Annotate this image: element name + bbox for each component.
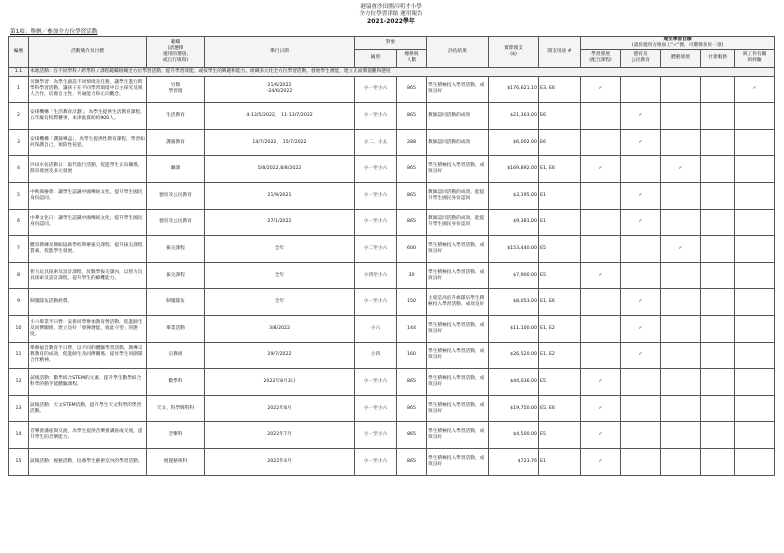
goal-check-cell (661, 369, 701, 396)
goal-check-cell (621, 315, 661, 342)
row-activity: 小六畢業半日營：安排同學參加教育營活動，促進師生及同儕關係，建立良好「發揮潛能，彼此守望」的態度。 (29, 315, 147, 342)
row-grade: 小一至小六 (355, 369, 397, 396)
row-cost-type: E1, E6 (539, 156, 581, 183)
goals-title: 達至學習目標 (663, 36, 692, 42)
row-grade: 小一至小六 (355, 76, 397, 103)
goal-check-cell (661, 422, 701, 449)
goal-check-cell (735, 156, 775, 183)
col-cost: 實際開支 ($) (489, 36, 539, 67)
goal-check-cell (581, 289, 621, 316)
goal-check-cell (621, 369, 661, 396)
table-row (9, 448, 775, 475)
section-row (9, 67, 775, 76)
row-date: 27/1/2022 (205, 209, 355, 236)
row-count: 865 (397, 422, 427, 449)
row-evaluation: 學生積極投入學習活動，成效良好 (427, 262, 489, 289)
goal-check-cell (661, 342, 701, 369)
school-year: 2021-2022學年 (367, 18, 415, 26)
table-row (9, 342, 775, 369)
col-goal-arts: 體藝發展 (661, 49, 701, 67)
table-row (9, 103, 775, 130)
table-row (9, 262, 775, 289)
goal-check-cell (581, 369, 621, 396)
goal-check-cell (581, 182, 621, 209)
row-date: 3/8/2022 (205, 315, 355, 342)
table-row (9, 395, 775, 422)
goal-check-cell (621, 103, 661, 130)
row-grade: 小一至小六 (355, 209, 397, 236)
goal-check-cell (735, 262, 775, 289)
row-evaluation: 教師認同活動的成效，能提升學生國民身份認同 (427, 209, 489, 236)
goal-check-cell (735, 129, 775, 156)
check-icon: ✓ (638, 192, 643, 198)
activity-table (8, 36, 775, 476)
row-cost: $176,621.10 (489, 76, 539, 103)
row-activity: 中秋節慶會：讓學生認識中國傳統文化，提升學生國民身份認同。 (29, 182, 147, 209)
row-domain: 拔尖課程 (147, 236, 205, 263)
row-evaluation: 學生積極投入學習活動，成效良好 (427, 369, 489, 396)
goal-check-cell (581, 315, 621, 342)
goal-check-cell (735, 182, 775, 209)
row-count: 865 (397, 369, 427, 396)
row-date: 14/7/2022， 15/7/2022 (205, 129, 355, 156)
row-evaluation: 學生積極投入學習活動，成效良好 (427, 422, 489, 449)
row-no: 12 (9, 369, 29, 396)
col-no: 編號 (9, 36, 29, 67)
row-count: 865 (397, 395, 427, 422)
goal-check-cell (581, 129, 621, 156)
row-date: 2022年8月3日 (205, 369, 355, 396)
goal-check-cell (701, 129, 735, 156)
goal-check-cell (581, 262, 621, 289)
table-row (9, 369, 775, 396)
row-domain: 數學科 (147, 369, 205, 396)
goal-check-cell (581, 236, 621, 263)
row-domain: 另類 學習週 (147, 76, 205, 103)
row-activity: 沙田水仿活動日：取代旅行活動，促進學生正向關係，群育發展及多元發展 (29, 156, 147, 183)
report-header (8, 4, 774, 26)
row-date: 2022年7月 (205, 422, 355, 449)
row-date: 21/6/2022 -24/6/2022 (205, 76, 355, 103)
row-activity: 試後活動：數學結合STEM的元素，提升學生數學結合科學的動手能體驗課程。 (29, 369, 147, 396)
row-no: 8 (9, 262, 29, 289)
col-target: 對象 (355, 36, 427, 49)
goal-check-cell (621, 209, 661, 236)
col-count: 總參與 人數 (397, 49, 427, 67)
row-grade: 小四 (355, 342, 397, 369)
goal-check-cell (581, 103, 621, 130)
goal-check-cell (621, 129, 661, 156)
row-grade: 小一至小六 (355, 422, 397, 449)
goal-check-cell (661, 315, 701, 342)
row-count: 865 (397, 448, 427, 475)
goal-check-cell (701, 315, 735, 342)
row-cost-type: E5 (539, 236, 581, 263)
row-count: 30 (397, 262, 427, 289)
col-grade: 級別 (355, 49, 397, 67)
row-grade: 小二至小六 (355, 236, 397, 263)
report-name: 全方位學習津貼 運用報告 (359, 11, 423, 18)
goal-check-cell (581, 448, 621, 475)
row-evaluation: 學生積極投入學習活動，成效良好 (427, 76, 489, 103)
row-cost-type: E5, E6 (539, 395, 581, 422)
goal-check-cell (661, 76, 701, 103)
row-evaluation: 學生積極投入學習活動，成效良好 (427, 236, 489, 263)
row-activity: 制服隊伍活動經費。 (29, 289, 147, 316)
row-count: 865 (397, 76, 427, 103)
goal-check-cell (701, 182, 735, 209)
table-row (9, 422, 775, 449)
goal-check-cell (581, 422, 621, 449)
row-no: 7 (9, 236, 29, 263)
row-date: 4-13/5/2022， 11-13/7/2022 (205, 103, 355, 130)
row-count: 865 (397, 156, 427, 183)
row-date: 5/8/2022,8/8/2022 (205, 156, 355, 183)
row-cost: $3,195.00 (489, 182, 539, 209)
goal-check-cell (735, 289, 775, 316)
row-cost-type: E5 (539, 422, 581, 449)
goal-check-cell (621, 236, 661, 263)
row-activity: 安排機構「護蒲導盒」，為學生提供性教育課程，學習如何保護自己，預防性侵犯。 (29, 129, 147, 156)
goal-check-cell (661, 262, 701, 289)
row-no: 1 (9, 76, 29, 103)
row-activity: 體育教練及舞蹈協助學校舉辦拔尖課程，提升拔尖課程質素，促進學生發展。 (29, 236, 147, 263)
row-cost-type: E1 (539, 182, 581, 209)
row-grade: 小一至小六 (355, 156, 397, 183)
goal-check-cell (621, 448, 661, 475)
row-cost-type: E1 (539, 448, 581, 475)
row-activity: 舉辦福音教育半日營，以不同的體驗學習活動，教導宗教教育的成效，促進師生及同儕關係，提昇學生同圍隊合作精神。 (29, 342, 147, 369)
row-no: 6 (9, 209, 29, 236)
table-row (9, 209, 775, 236)
row-cost: $44,036.00 (489, 369, 539, 396)
row-count: 865 (397, 182, 427, 209)
row-domain: 宗教組 (147, 342, 205, 369)
col-goal-learning: 學習發展 (配合課程) (581, 49, 621, 67)
table-row (9, 236, 775, 263)
goal-check-cell (701, 262, 735, 289)
goal-check-cell (701, 236, 735, 263)
row-cost-type: E1 (539, 209, 581, 236)
row-grade: 小一至小六 (355, 289, 397, 316)
row-date: 21/9/2021 (205, 182, 355, 209)
goal-check-cell (581, 76, 621, 103)
table-row (9, 76, 775, 103)
row-cost: $8,053.00 (489, 289, 539, 316)
row-date: 29/7/2022 (205, 342, 355, 369)
goal-check-cell (701, 209, 735, 236)
col-goal-service: 社會服務 (701, 49, 735, 67)
goal-check-cell (735, 342, 775, 369)
row-no: 13 (9, 395, 29, 422)
row-date: 全年 (205, 262, 355, 289)
goal-check-cell (621, 182, 661, 209)
row-cost-type: E5 (539, 369, 581, 396)
goal-check-cell (621, 422, 661, 449)
row-date: 全年 (205, 236, 355, 263)
row-domain: 音樂科 (147, 422, 205, 449)
row-grade: 小一至小六 (355, 182, 397, 209)
row-no: 9 (9, 289, 29, 316)
row-no: 14 (9, 422, 29, 449)
row-grade: 小一至小六 (355, 395, 397, 422)
row-grade: 小一至小六 (355, 448, 397, 475)
col-cost-type: 開支用途 # (539, 36, 581, 67)
check-icon: ✓ (598, 405, 603, 411)
row-evaluation: 教師認同活動的成效 (427, 103, 489, 130)
row-no: 11 (9, 342, 29, 369)
table-row (9, 315, 775, 342)
row-cost-type: E1, E2 (539, 342, 581, 369)
goal-check-cell (661, 129, 701, 156)
table-row (9, 289, 775, 316)
check-icon: ✓ (598, 458, 603, 464)
goal-check-cell (701, 422, 735, 449)
row-domain: 視覺藝術科 (147, 448, 205, 475)
goal-check-cell (581, 209, 621, 236)
table-row (9, 182, 775, 209)
goal-check-cell (735, 369, 775, 396)
row-cost: $9,381.00 (489, 209, 539, 236)
goal-check-cell (735, 448, 775, 475)
row-domain: 拔尖課程 (147, 262, 205, 289)
row-activity: 另類學習：為學生創設不同情境及任務，讓學生進行跨學科學習活動，讓孩子在不同學習環境中自主探究及與人合作，培養自主性、共通能力和正向觀念。 (29, 76, 147, 103)
check-icon: ✓ (638, 299, 643, 305)
row-activity: 安排機構「生活教育計劃」，為學生提供生活教育課程，五年級有校際賽事，本津貼資助約900人。 (29, 103, 147, 130)
row-domain: 護蒲教育 (147, 129, 205, 156)
table-row (9, 156, 775, 183)
table-row (9, 129, 775, 156)
goal-check-cell (621, 395, 661, 422)
col-goal-work: 與工作有關 的經驗 (735, 49, 775, 67)
row-grade: 小六 (355, 315, 397, 342)
col-evaluation: 評估結果 (427, 36, 489, 67)
col-goal-moral: 德育及 公民教育 (621, 49, 661, 67)
table-body (9, 67, 775, 475)
row-domain: 天文、科學興科科 (147, 395, 205, 422)
row-domain: 德育及公民教育 (147, 209, 205, 236)
goal-check-cell (581, 156, 621, 183)
row-activity: 智力玩具探索及設計課程，於數學拔尖課內，以智力玩具探索及設計課程，提升學生的解難能力。 (29, 262, 147, 289)
goal-check-cell (735, 315, 775, 342)
goal-check-cell (661, 156, 701, 183)
row-domain: 畢業活動 (147, 315, 205, 342)
row-evaluation: 教師認同活動的成效 (427, 129, 489, 156)
row-domain: 制服隊伍 (147, 289, 205, 316)
row-evaluation: 學生積極投入學習活動，成效良好 (427, 156, 489, 183)
row-cost-type: E1, E2 (539, 315, 581, 342)
row-no: 4 (9, 156, 29, 183)
col-domain: 範疇 (請選擇 適用的選項, 或自行填寫) (147, 36, 205, 67)
goal-check-cell (701, 369, 735, 396)
goal-check-cell (701, 289, 735, 316)
goal-check-cell (581, 395, 621, 422)
row-count: 600 (397, 236, 427, 263)
row-cost: $6,002.00 (489, 129, 539, 156)
goal-check-cell (661, 236, 701, 263)
row-cost-type: E5 (539, 262, 581, 289)
row-count: 150 (397, 289, 427, 316)
goal-check-cell (661, 182, 701, 209)
goal-check-cell (661, 395, 701, 422)
row-no: 15 (9, 448, 29, 475)
check-icon: ✓ (598, 166, 603, 172)
col-goals (581, 36, 775, 49)
check-icon: ✓ (678, 166, 683, 172)
row-no: 10 (9, 315, 29, 342)
col-activity: 活動簡介及目標 (29, 36, 147, 67)
goal-check-cell (661, 209, 701, 236)
row-evaluation: 主席是高於升旗隊伍學生積極投入學習活動，成效良好 (427, 289, 489, 316)
row-activity: 試後活動：視藝活動，培養學生藝術室內的學習活動。 (29, 448, 147, 475)
school-name: 港協會沙田圍呂明才小學 (360, 4, 422, 10)
row-domain: 生活教育 (147, 103, 205, 130)
row-no: 5 (9, 182, 29, 209)
row-evaluation: 學生積極投入學習活動，成效良好 (427, 448, 489, 475)
goal-check-cell (735, 76, 775, 103)
row-cost-type: E3, E6 (539, 76, 581, 103)
check-icon: ✓ (678, 245, 683, 251)
row-cost: $4,500.00 (489, 422, 539, 449)
row-evaluation: 學生積極投入學習活動，成效良好 (427, 395, 489, 422)
row-cost: $19,750.00 (489, 395, 539, 422)
check-icon: ✓ (598, 432, 603, 438)
row-cost: $21,303.00 (489, 103, 539, 130)
goal-check-cell (621, 262, 661, 289)
goal-check-cell (661, 103, 701, 130)
goal-check-cell (735, 236, 775, 263)
goal-check-cell (735, 395, 775, 422)
row-date: 2022年4月 (205, 448, 355, 475)
col-date: 舉行日期 (205, 36, 355, 67)
goals-note: (請於適用方格加上"✓"號，可選擇多於一項) (631, 42, 724, 48)
row-activity: 音樂會講座與交流，為學生提供音樂會講座或交流，提升學生的音樂能力。 (29, 422, 147, 449)
row-cost: $26,520.00 (489, 342, 539, 369)
row-count: 288 (397, 129, 427, 156)
section-title: 第1項：舉辦／參加全方位學習活動 (10, 28, 98, 35)
check-icon: ✓ (638, 325, 643, 331)
check-icon: ✓ (752, 86, 757, 92)
row-cost: $169,892.00 (489, 156, 539, 183)
goal-check-cell (735, 209, 775, 236)
row-count: 160 (397, 342, 427, 369)
row-no: 2 (9, 103, 29, 130)
row-grade: 小一至小六 (355, 103, 397, 130)
row-cost: $153,440.00 (489, 236, 539, 263)
goal-check-cell (701, 342, 735, 369)
row-date: 全年 (205, 289, 355, 316)
check-icon: ✓ (598, 378, 603, 384)
check-icon: ✓ (638, 352, 643, 358)
row-domain: 聯課 (147, 156, 205, 183)
check-icon: ✓ (638, 219, 643, 225)
row-count: 865 (397, 209, 427, 236)
section-no: 1.1 (9, 67, 29, 76)
row-cost-type: E1, E6 (539, 289, 581, 316)
row-activity: 試後活動：天文STEM活動，提升學生天文科學的學習活動。 (29, 395, 147, 422)
check-icon: ✓ (638, 113, 643, 118)
report-page (8, 4, 774, 476)
row-count: 144 (397, 315, 427, 342)
goal-check-cell (701, 448, 735, 475)
goal-check-cell (581, 342, 621, 369)
row-evaluation: 學生積極投入學習活動，成效良好 (427, 342, 489, 369)
row-cost: $723.76 (489, 448, 539, 475)
row-evaluation: 學生積極投入學習活動，成效良好 (427, 315, 489, 342)
row-evaluation: 教師認同活動的成效，能提升學生國民身份認同 (427, 182, 489, 209)
goal-check-cell (621, 289, 661, 316)
goal-check-cell (735, 422, 775, 449)
goal-check-cell (661, 289, 701, 316)
goal-check-cell (661, 448, 701, 475)
row-activity: 中華文化日：讓學生認識中國傳統文化，提升學生國民身份認同。 (29, 209, 147, 236)
row-grade: 小二、小五 (355, 129, 397, 156)
goal-check-cell (621, 342, 661, 369)
check-icon: ✓ (638, 139, 643, 145)
goal-check-cell (701, 395, 735, 422)
row-cost: $11,100.00 (489, 315, 539, 342)
goal-check-cell (701, 156, 735, 183)
row-date: 2022年8月 (205, 395, 355, 422)
check-icon: ✓ (598, 272, 603, 278)
row-cost-type: E6 (539, 103, 581, 130)
row-domain: 德育及公民教育 (147, 182, 205, 209)
goal-check-cell (621, 76, 661, 103)
goal-check-cell (621, 156, 661, 183)
row-cost: $7,900.00 (489, 262, 539, 289)
row-no: 3 (9, 129, 29, 156)
row-cost-type: E6 (539, 129, 581, 156)
goal-check-cell (735, 103, 775, 130)
header-row-1 (9, 36, 775, 49)
section-text: 本地活動：在不同學科 / 跨學科 / 課程範疇組織全方位學習活動，提升學習效能，或按學生的興趣和能力，組織多元化全方位學習活動，發展學生潛能，建立正面價值觀和態度 (29, 67, 775, 76)
row-count: 865 (397, 103, 427, 130)
goal-check-cell (701, 76, 735, 103)
goal-check-cell (701, 103, 735, 130)
check-icon: ✓ (598, 86, 603, 92)
row-grade: 小四至小六 (355, 262, 397, 289)
